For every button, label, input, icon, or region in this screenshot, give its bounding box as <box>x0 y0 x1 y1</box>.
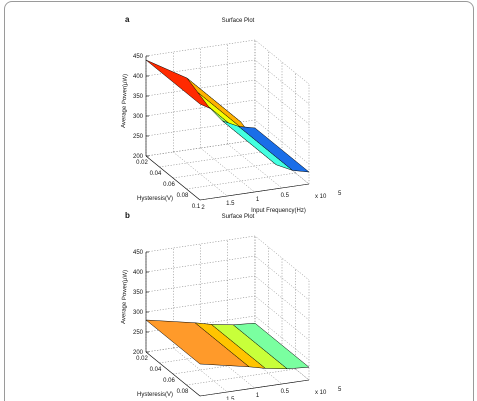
y-axis <box>200 184 309 200</box>
x-tick-label: 0.04 <box>149 171 162 177</box>
z-tick-label: 300 <box>132 310 143 316</box>
x-axis-label: Hysteresis(V) <box>136 196 174 202</box>
y-multiplier: x 10 <box>315 194 327 200</box>
y-tick-label: 1.5 <box>226 201 235 207</box>
plot-title: Surface Plot <box>221 18 255 24</box>
grid-line <box>201 148 255 192</box>
z-axis-label: Average Power(µW) <box>121 269 129 325</box>
x-tick-label: 0.08 <box>176 193 189 199</box>
z-tick-label: 200 <box>132 154 143 160</box>
z-tick-label: 250 <box>132 134 143 140</box>
grid-line <box>187 173 296 189</box>
z-tick-label: 450 <box>132 54 143 60</box>
x-axis <box>146 156 200 200</box>
z-tick-label: 400 <box>132 270 143 276</box>
x-axis-label: Hysteresis(V) <box>136 392 174 398</box>
y-multiplier: x 10 <box>315 390 327 396</box>
y-tick-label: 0.5 <box>280 193 289 199</box>
x-tick-label: 0.08 <box>176 389 189 395</box>
z-tick-label: 200 <box>132 350 143 356</box>
y-tick-label: 1.5 <box>226 397 235 400</box>
plot-title: Surface Plot <box>221 214 255 220</box>
z-tick-label: 400 <box>132 74 143 80</box>
y-tick-label: 1 <box>255 197 260 203</box>
y-axis-label: Input Frequency(Hz) <box>251 208 306 214</box>
panel-label: b <box>125 211 130 220</box>
y-multiplier-exponent: 5 <box>338 191 342 197</box>
y-axis <box>200 380 309 396</box>
x-tick-label: 0.1 <box>191 204 201 210</box>
x-axis <box>146 352 200 396</box>
z-tick-label: 350 <box>132 94 143 100</box>
panel-label: a <box>125 15 130 24</box>
grid-line <box>187 369 296 385</box>
grid-line <box>173 162 282 178</box>
z-tick-label: 350 <box>132 290 143 296</box>
x-tick-label: 0.02 <box>136 160 148 166</box>
y-tick-label: 2 <box>201 205 205 211</box>
x-tick-label: 0.06 <box>163 378 175 384</box>
x-tick-label: 0.06 <box>163 182 175 188</box>
z-axis-label: Average Power(µW) <box>121 73 129 129</box>
z-tick-label: 300 <box>132 114 143 120</box>
z-tick-label: 250 <box>132 330 143 336</box>
surface-band <box>239 126 309 172</box>
y-multiplier-exponent: 5 <box>338 387 342 393</box>
x-tick-label: 0.02 <box>136 356 148 362</box>
z-tick-label: 450 <box>132 250 143 256</box>
y-tick-label: 0.5 <box>280 389 289 395</box>
y-tick-label: 1 <box>255 393 260 399</box>
grid-line <box>173 152 227 196</box>
x-tick-label: 0.04 <box>149 367 162 373</box>
